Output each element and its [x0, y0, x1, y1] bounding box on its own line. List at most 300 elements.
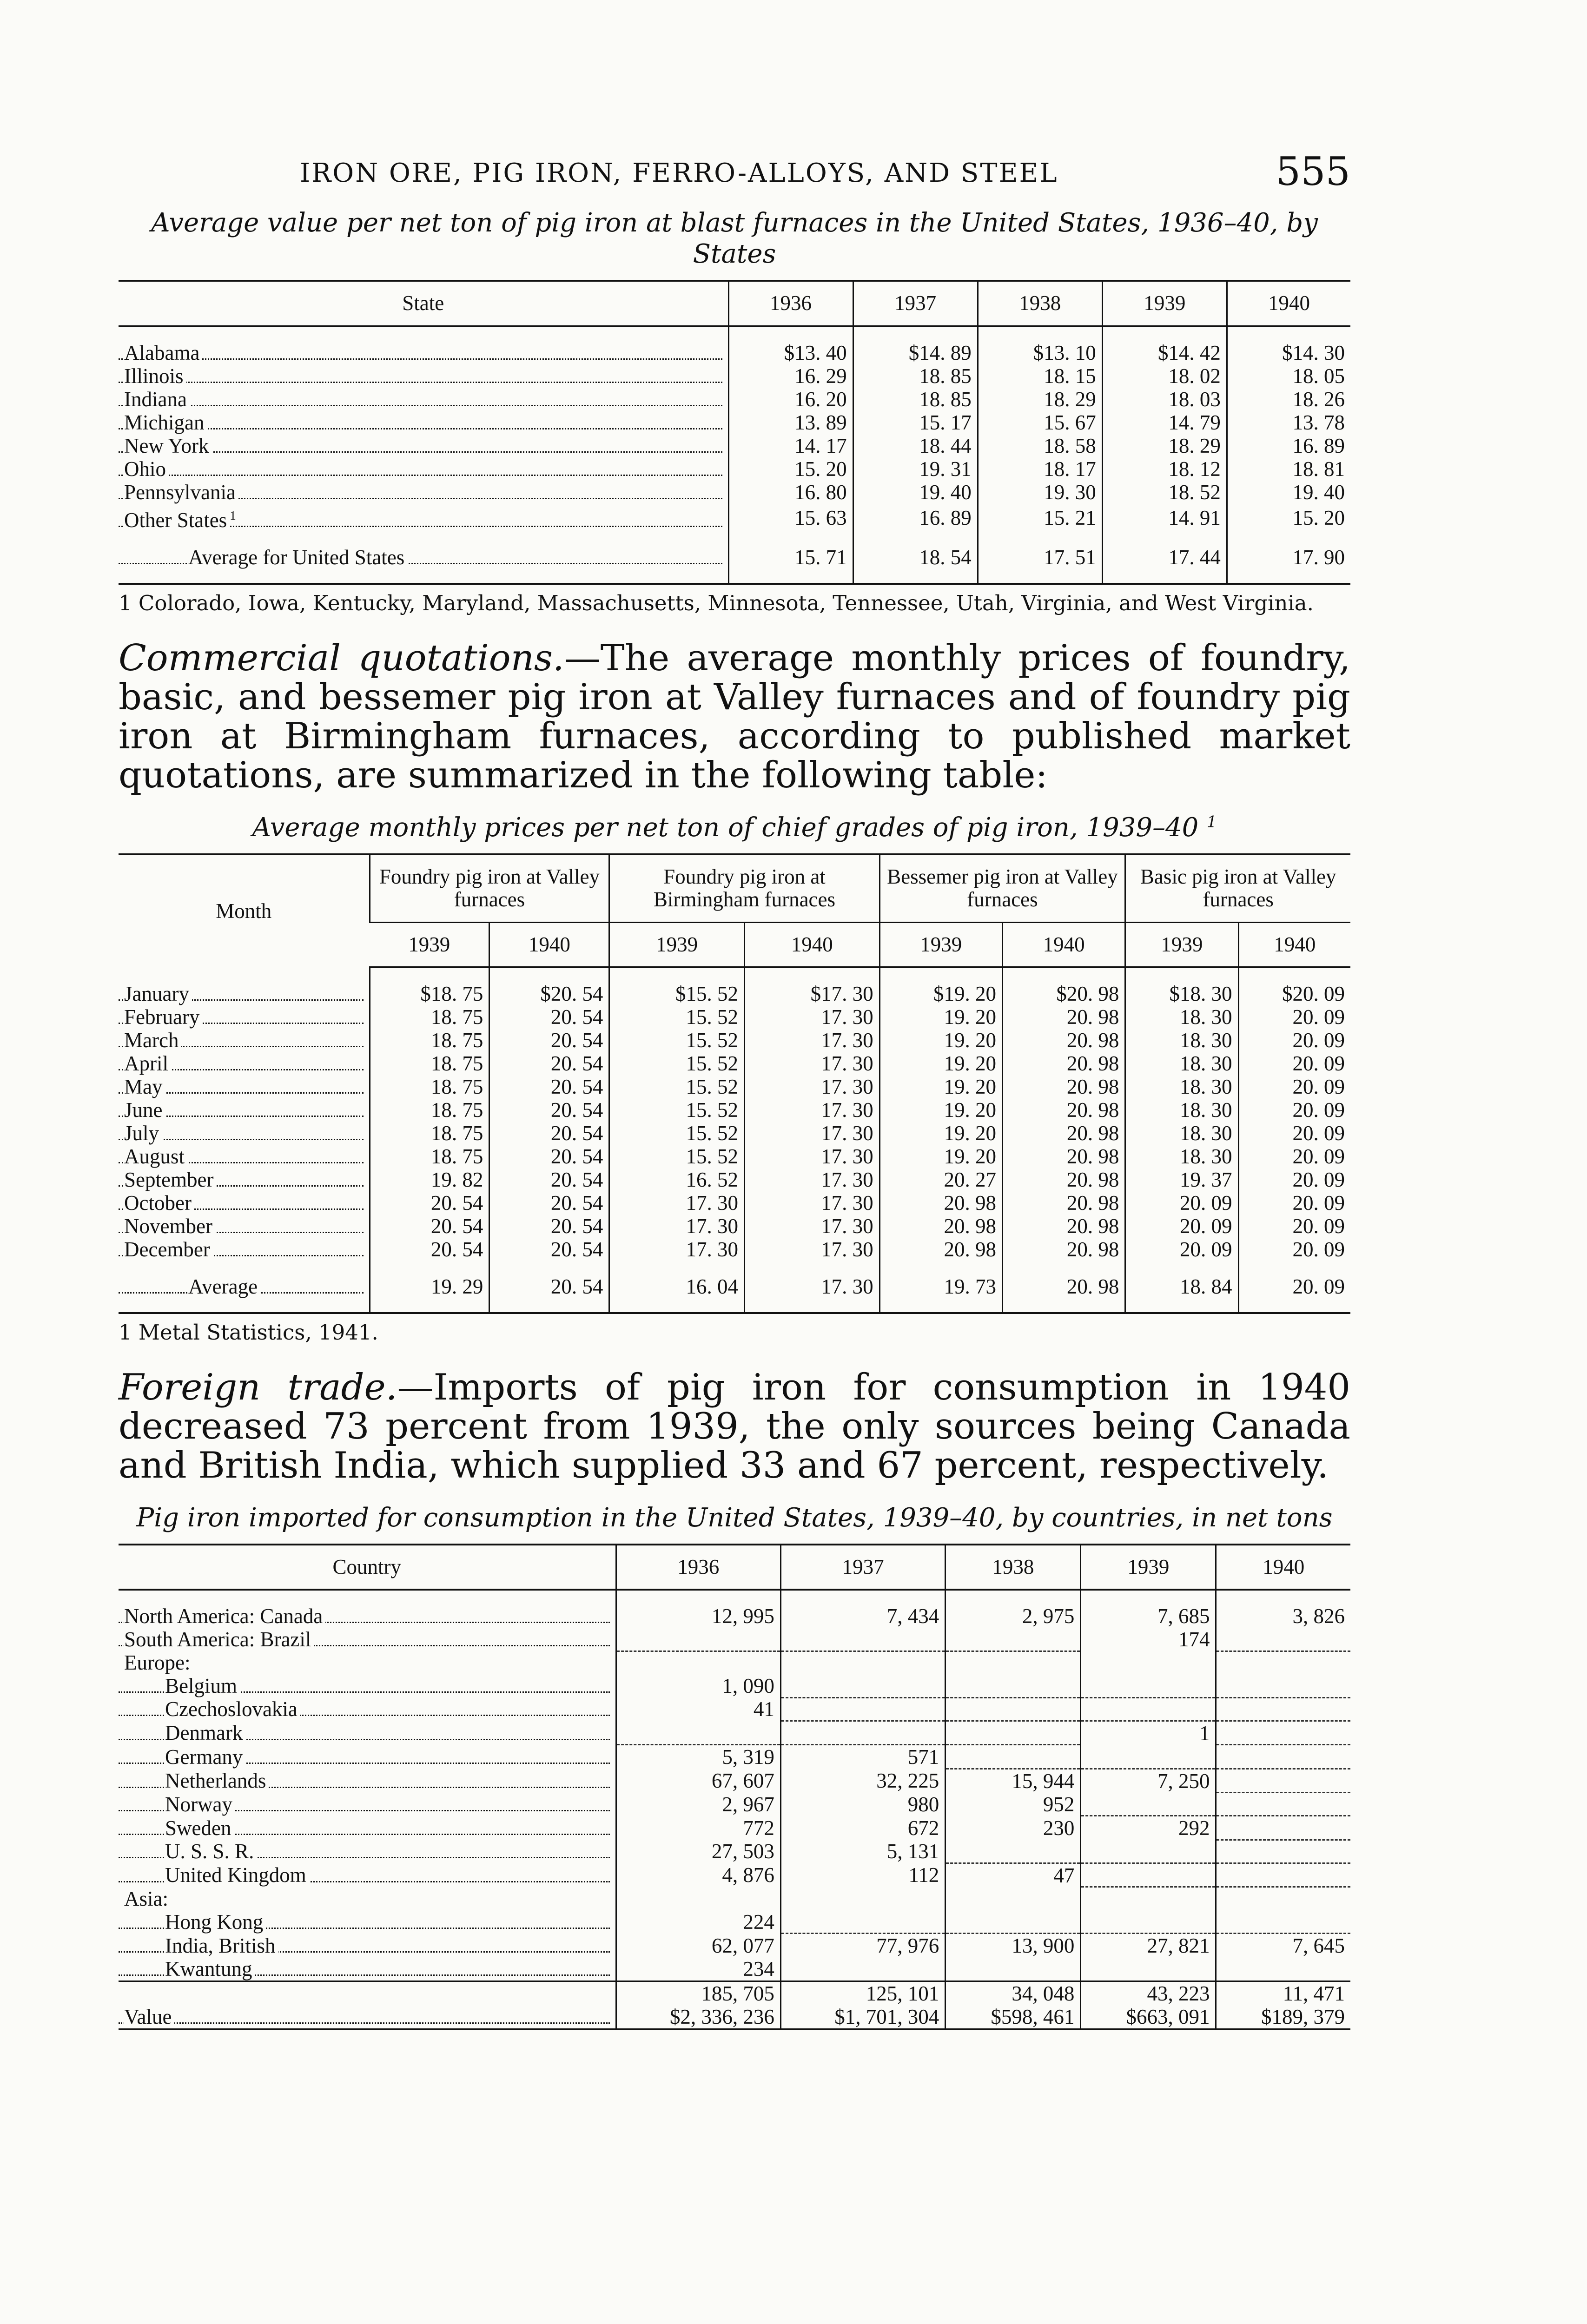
table-cell: $18. 75	[370, 982, 489, 1005]
table-cell: 7, 685	[1081, 1604, 1216, 1628]
table-row	[119, 457, 1350, 481]
table-cell: 980	[780, 1793, 945, 1816]
row-label-text: Indiana	[124, 388, 190, 411]
table-row	[119, 1215, 1350, 1238]
spacer-cell	[119, 326, 728, 341]
table-cell: 18. 75	[370, 1005, 489, 1029]
row-label-text: April	[124, 1052, 171, 1075]
spacer-cell	[853, 569, 978, 584]
table2-year-header: 1939	[370, 922, 489, 967]
row-label-text: Czechoslovakia	[165, 1697, 300, 1721]
table-cell: $14. 42	[1102, 341, 1227, 364]
spacer-cell	[1002, 967, 1125, 982]
table2-year-header: 1940	[1002, 922, 1125, 967]
row-label	[119, 1793, 616, 1816]
row-label-text: March	[124, 1029, 181, 1052]
table-row	[119, 1122, 1350, 1145]
row-label	[119, 1674, 616, 1697]
table-row	[119, 1721, 1350, 1745]
spacer-cell	[1227, 326, 1350, 341]
row-label-text: November	[124, 1215, 215, 1238]
spacer-cell	[946, 1590, 1081, 1604]
table-row	[119, 504, 1350, 532]
row-label	[119, 1721, 616, 1745]
spacer-cell	[616, 1590, 780, 1604]
table-cell: 15. 52	[609, 1145, 745, 1168]
table-cell	[946, 1651, 1081, 1674]
table-cell: 20. 98	[1002, 1075, 1125, 1098]
table3-col-header: Country	[119, 1545, 616, 1590]
row-label-text: Kwantung	[165, 1957, 255, 1981]
table-cell: 19. 20	[879, 1005, 1002, 1029]
table-cell: 18. 85	[853, 388, 978, 411]
table-cell: 18. 26	[1227, 388, 1350, 411]
table-cell	[1081, 1840, 1216, 1863]
table-cell: 20. 54	[489, 1145, 609, 1168]
table1-footnote: 1 Colorado, Iowa, Kentucky, Maryland, Massachusetts, Minnesota, Tennessee, Utah, Virginia, and West Virginia.	[119, 590, 1314, 615]
table-cell: 12, 995	[616, 1604, 780, 1628]
spacer-cell	[744, 1261, 879, 1275]
row-label-text: Germany	[165, 1745, 245, 1769]
page	[119, 139, 1350, 2030]
table-cell: 20. 09	[1238, 1191, 1350, 1215]
table-cell: 20. 98	[1002, 1275, 1125, 1298]
table-cell: 15. 52	[609, 1005, 745, 1029]
table-cell: 77, 976	[780, 1934, 945, 1958]
table-cell	[780, 1910, 945, 1934]
table-cell: $14. 30	[1227, 341, 1350, 364]
row-label-text: Alabama	[124, 341, 202, 364]
table-cell	[1216, 1887, 1350, 1910]
table-cell: 15, 944	[946, 1769, 1081, 1793]
table-cell: 3, 826	[1216, 1604, 1350, 1628]
table-cell: 19. 73	[879, 1275, 1002, 1298]
table-cell: 5, 131	[780, 1840, 945, 1863]
table-cell: 1	[1081, 1721, 1216, 1745]
table-cell	[1216, 1745, 1350, 1769]
table-cell	[1216, 1840, 1350, 1863]
table3-col-header: 1938	[946, 1545, 1081, 1590]
spacer-cell	[1002, 1261, 1125, 1275]
table-cell: 20. 09	[1238, 1122, 1350, 1145]
spacer-cell	[744, 1298, 879, 1313]
table-cell: 18. 30	[1125, 1098, 1238, 1122]
table-cell: 7, 645	[1216, 1934, 1350, 1958]
table-cell: $14. 89	[853, 341, 978, 364]
table-cell: 7, 250	[1081, 1769, 1216, 1793]
table1-col-header: 1938	[978, 281, 1102, 326]
row-label	[119, 1910, 616, 1934]
table-cell: 20. 54	[489, 1075, 609, 1098]
table-row	[119, 1191, 1350, 1215]
table-cell: 20. 54	[489, 1029, 609, 1052]
table-cell: 20. 09	[1125, 1191, 1238, 1215]
leader-dots	[119, 358, 722, 360]
table-cell	[1081, 1674, 1216, 1697]
paragraph-text: —The average monthly prices of foundry, basic, and bessemer pig iron at Valley furnaces and of foundry pig iron at Birmingham furnaces, according to published market quotations, are summarized in the following table:	[119, 637, 1350, 797]
row-label	[119, 434, 728, 457]
average-row	[119, 1275, 1350, 1298]
table-cell: 18. 30	[1125, 1005, 1238, 1029]
table-cell: 18. 84	[1125, 1275, 1238, 1298]
spacer-cell	[489, 967, 609, 982]
row-label	[119, 1628, 616, 1651]
table-cell: 47	[946, 1863, 1081, 1887]
spacer-cell	[1102, 569, 1227, 584]
row-label	[119, 1697, 616, 1721]
table2	[119, 853, 1350, 1314]
spacer-cell	[744, 967, 879, 982]
spacer-cell	[1227, 532, 1350, 546]
row-label	[119, 1238, 370, 1261]
table-cell: 17. 30	[744, 1029, 879, 1052]
row-label	[119, 1745, 616, 1769]
table-cell: 16. 52	[609, 1168, 745, 1191]
row-label-text: January	[124, 982, 192, 1005]
row-label	[119, 982, 370, 1005]
table-cell: 19. 31	[853, 457, 978, 481]
leader-dots	[119, 405, 722, 406]
table-cell: 20. 98	[879, 1215, 1002, 1238]
table-cell	[616, 1651, 780, 1674]
row-label	[119, 1769, 616, 1793]
spacer-cell	[119, 967, 370, 982]
table-cell: $20. 54	[489, 982, 609, 1005]
table-cell: 20. 98	[879, 1238, 1002, 1261]
table1-col-header: 1937	[853, 281, 978, 326]
table-cell: 20. 98	[1002, 1238, 1125, 1261]
table-cell: 17. 30	[744, 1075, 879, 1098]
table-cell: 18. 81	[1227, 457, 1350, 481]
table-cell: 20. 98	[1002, 1191, 1125, 1215]
table2-group-header: Basic pig iron at Valley furnaces	[1125, 854, 1350, 923]
row-label	[119, 1005, 370, 1029]
table-cell: 19. 20	[879, 1029, 1002, 1052]
table-cell: 20. 98	[1002, 1145, 1125, 1168]
table-cell: $598, 461	[946, 2005, 1081, 2029]
table-cell: 13, 900	[946, 1934, 1081, 1958]
table-cell	[1081, 1651, 1216, 1674]
table-cell: 20. 09	[1125, 1238, 1238, 1261]
table-cell	[946, 1910, 1081, 1934]
table-cell: 15. 52	[609, 1029, 745, 1052]
table-cell	[1081, 1957, 1216, 1981]
table-cell: 34, 048	[946, 1981, 1081, 2006]
table-cell: 62, 077	[616, 1934, 780, 1958]
paragraph-text: —Imports of pig iron for consumption in 1940 decreased 73 percent from 1939, the only sources being Canada and British India, which supplied 33 and 67 percent, respectively.	[119, 1367, 1351, 1487]
row-label-text: February	[124, 1005, 202, 1029]
table-cell: 20. 09	[1125, 1215, 1238, 1238]
table-cell: 17. 30	[744, 1122, 879, 1145]
table2-year-header: 1940	[744, 922, 879, 967]
table-cell: 2, 975	[946, 1604, 1081, 1628]
table-cell: 17. 30	[609, 1191, 745, 1215]
table-cell: 18. 03	[1102, 388, 1227, 411]
table-cell: 16. 29	[728, 364, 853, 388]
table-cell: 18. 75	[370, 1075, 489, 1098]
table-cell	[1216, 1721, 1350, 1745]
table-row	[119, 1098, 1350, 1122]
row-label-text: U. S. S. R.	[165, 1840, 257, 1863]
table-cell: 20. 09	[1238, 1098, 1350, 1122]
row-label-text: South America: Brazil	[124, 1628, 314, 1651]
spacer-cell	[853, 532, 978, 546]
table2-month-header: Month	[119, 854, 370, 968]
row-label	[119, 1145, 370, 1168]
table-row	[119, 341, 1350, 364]
spacer-row	[119, 1298, 1350, 1313]
table-cell: 20. 98	[1002, 1052, 1125, 1075]
table-row	[119, 1840, 1350, 1863]
table2-caption-text: Average monthly prices per net ton of chief grades of pig iron, 1939–40	[252, 812, 1199, 843]
table-cell: 15. 21	[978, 504, 1102, 532]
row-label	[119, 1275, 370, 1298]
table-cell: $13. 40	[728, 341, 853, 364]
table-cell	[1081, 1910, 1216, 1934]
table-cell: 18. 75	[370, 1052, 489, 1075]
table-cell: 20. 98	[1002, 1098, 1125, 1122]
row-label-text: Netherlands	[165, 1769, 269, 1792]
table3-col-header: 1940	[1216, 1545, 1350, 1590]
spacer-row	[119, 326, 1350, 341]
spacer-cell	[728, 569, 853, 584]
row-label-text: Ohio	[124, 457, 169, 481]
row-label-text: New York	[124, 434, 212, 457]
table-cell: 672	[780, 1816, 945, 1840]
table-cell: $20. 09	[1238, 982, 1350, 1005]
spacer-cell	[978, 569, 1102, 584]
table-cell: 18. 30	[1125, 1145, 1238, 1168]
row-label	[119, 481, 728, 504]
table2-group-header: Bessemer pig iron at Valley furnaces	[879, 854, 1125, 923]
table-cell: 18. 30	[1125, 1122, 1238, 1145]
table-cell	[946, 1697, 1081, 1721]
row-label-text: December	[124, 1238, 213, 1261]
table-cell: 772	[616, 1816, 780, 1840]
table-cell: 20. 54	[370, 1238, 489, 1261]
row-label	[119, 546, 728, 569]
table-cell	[946, 1957, 1081, 1981]
spacer-cell	[1081, 1590, 1216, 1604]
row-label-text: July	[124, 1122, 162, 1145]
spacer-cell	[853, 326, 978, 341]
footnote-marker: 1	[1207, 812, 1217, 831]
table-row	[119, 1238, 1350, 1261]
spacer-cell	[370, 967, 489, 982]
table-cell: 17. 30	[744, 1052, 879, 1075]
table-cell: 19. 82	[370, 1168, 489, 1191]
footnote-marker: 1	[230, 508, 236, 522]
table-cell: 17. 30	[609, 1215, 745, 1238]
table-cell: 15. 52	[609, 1098, 745, 1122]
table-cell: 230	[946, 1816, 1081, 1840]
table-cell: 27, 503	[616, 1840, 780, 1863]
row-label	[119, 1191, 370, 1215]
table-cell: 13. 78	[1227, 411, 1350, 434]
total-row	[119, 1981, 1350, 2006]
foreign-trade-paragraph	[119, 1368, 1350, 1486]
table-cell: 18. 85	[853, 364, 978, 388]
table-row	[119, 1604, 1350, 1628]
table-cell: 17. 30	[744, 1168, 879, 1191]
table-cell: 20. 54	[489, 1122, 609, 1145]
table-cell: 15. 67	[978, 411, 1102, 434]
row-label	[119, 411, 728, 434]
spacer-cell	[728, 326, 853, 341]
table-cell: 17. 44	[1102, 546, 1227, 569]
table-cell: 18. 30	[1125, 1075, 1238, 1098]
spacer-cell	[1102, 326, 1227, 341]
table-row	[119, 1168, 1350, 1191]
table-row	[119, 388, 1350, 411]
table-cell	[780, 1628, 945, 1651]
table-cell	[1216, 1793, 1350, 1816]
spacer-cell	[489, 1261, 609, 1275]
table-cell: 16. 20	[728, 388, 853, 411]
table-row	[119, 1887, 1350, 1910]
table-cell: 20. 98	[1002, 1215, 1125, 1238]
table-cell	[946, 1721, 1081, 1745]
table-cell: 20. 98	[1002, 1005, 1125, 1029]
table-row	[119, 1145, 1350, 1168]
spacer-cell	[370, 1298, 489, 1313]
table-cell: 20. 98	[1002, 1029, 1125, 1052]
table-cell	[780, 1721, 945, 1745]
table-cell	[946, 1745, 1081, 1769]
table-cell: 2, 967	[616, 1793, 780, 1816]
table-cell: 14. 91	[1102, 504, 1227, 532]
table-row	[119, 1957, 1350, 1981]
table-cell: 67, 607	[616, 1769, 780, 1793]
table-cell: 17. 30	[744, 1145, 879, 1168]
table-cell: 15. 17	[853, 411, 978, 434]
table-row	[119, 411, 1350, 434]
spacer-cell	[1125, 1298, 1238, 1313]
table-row	[119, 364, 1350, 388]
row-label-text: August	[124, 1145, 187, 1168]
spacer-cell	[879, 1261, 1002, 1275]
row-label-text: United Kingdom	[165, 1863, 309, 1887]
table-cell	[1216, 1674, 1350, 1697]
spacer-cell	[978, 326, 1102, 341]
spacer-cell	[728, 532, 853, 546]
table-cell: 15. 52	[609, 1052, 745, 1075]
table-cell: 19. 30	[978, 481, 1102, 504]
table-cell: 15. 63	[728, 504, 853, 532]
table-cell: 17. 30	[744, 1238, 879, 1261]
spacer-cell	[119, 1298, 370, 1313]
leader-dots	[119, 382, 722, 383]
table-cell: 17. 51	[978, 546, 1102, 569]
table-cell: 18. 30	[1125, 1052, 1238, 1075]
spacer-cell	[1238, 1261, 1350, 1275]
row-label	[119, 1215, 370, 1238]
table-cell: 20. 54	[489, 1052, 609, 1075]
spacer-cell	[780, 1590, 945, 1604]
table-row	[119, 1745, 1350, 1769]
table-cell: 14. 17	[728, 434, 853, 457]
spacer-cell	[609, 1298, 745, 1313]
spacer-row	[119, 532, 1350, 546]
table-cell: 112	[780, 1863, 945, 1887]
table2-year-header: 1939	[1125, 922, 1238, 967]
table-cell: 224	[616, 1910, 780, 1934]
table2-year-header: 1940	[489, 922, 609, 967]
table-cell: 20. 09	[1238, 1238, 1350, 1261]
row-label-text: India, British	[165, 1934, 278, 1957]
row-label	[119, 504, 728, 532]
table2-group-header: Foundry pig iron at Birmingham furnaces	[609, 854, 879, 923]
table-cell: 20. 09	[1238, 1005, 1350, 1029]
table-cell: 234	[616, 1957, 780, 1981]
table-row	[119, 1075, 1350, 1098]
row-label	[119, 1816, 616, 1840]
spacer-cell	[489, 1298, 609, 1313]
table-row	[119, 1029, 1350, 1052]
row-label	[119, 2005, 616, 2029]
table-cell: 20. 09	[1238, 1168, 1350, 1191]
table-cell: 15. 52	[609, 1122, 745, 1145]
table-cell: $20. 98	[1002, 982, 1125, 1005]
table-cell	[1216, 1910, 1350, 1934]
table-cell: 952	[946, 1793, 1081, 1816]
table-cell: 15. 20	[1227, 504, 1350, 532]
row-label	[119, 1098, 370, 1122]
table-cell: $663, 091	[1081, 2005, 1216, 2029]
table-cell	[780, 1674, 945, 1697]
table-cell	[1216, 1628, 1350, 1651]
table-cell	[616, 1721, 780, 1745]
row-label	[119, 1840, 616, 1863]
table-cell: 32, 225	[780, 1769, 945, 1793]
table2-year-header: 1940	[1238, 922, 1350, 967]
table-cell: 20. 98	[1002, 1168, 1125, 1191]
table-row	[119, 1674, 1350, 1697]
table-cell: 16. 04	[609, 1275, 745, 1298]
spacer-cell	[1227, 569, 1350, 584]
table-row	[119, 434, 1350, 457]
table-cell: 18. 58	[978, 434, 1102, 457]
table-cell	[946, 1628, 1081, 1651]
spacer-cell	[609, 967, 745, 982]
spacer-row	[119, 569, 1350, 584]
row-label-text: Hong Kong	[165, 1910, 266, 1934]
table-cell: 19. 40	[853, 481, 978, 504]
table-cell	[1081, 1745, 1216, 1769]
table-row	[119, 481, 1350, 504]
spacer-cell	[1102, 532, 1227, 546]
table-cell: 125, 101	[780, 1981, 945, 2006]
table-cell: 16. 80	[728, 481, 853, 504]
table3-body	[119, 1590, 1350, 2029]
table-cell: 17. 30	[744, 1005, 879, 1029]
table-cell: 20. 09	[1238, 1075, 1350, 1098]
table-cell: 20. 54	[489, 1005, 609, 1029]
table-cell	[1216, 1651, 1350, 1674]
row-label	[119, 1863, 616, 1887]
row-label-text: Sweden	[165, 1816, 234, 1840]
spacer-row	[119, 1261, 1350, 1275]
table-cell: 20. 54	[370, 1215, 489, 1238]
running-title: IRON ORE, PIG IRON, FERRO-ALLOYS, AND STEEL	[300, 158, 1058, 188]
table-cell: 19. 20	[879, 1145, 1002, 1168]
table-cell: 20. 09	[1238, 1275, 1350, 1298]
table-cell: 20. 27	[879, 1168, 1002, 1191]
table-cell: 18. 29	[978, 388, 1102, 411]
spacer-cell	[978, 532, 1102, 546]
table-cell: 15. 20	[728, 457, 853, 481]
row-label-text: Other States	[124, 508, 230, 532]
